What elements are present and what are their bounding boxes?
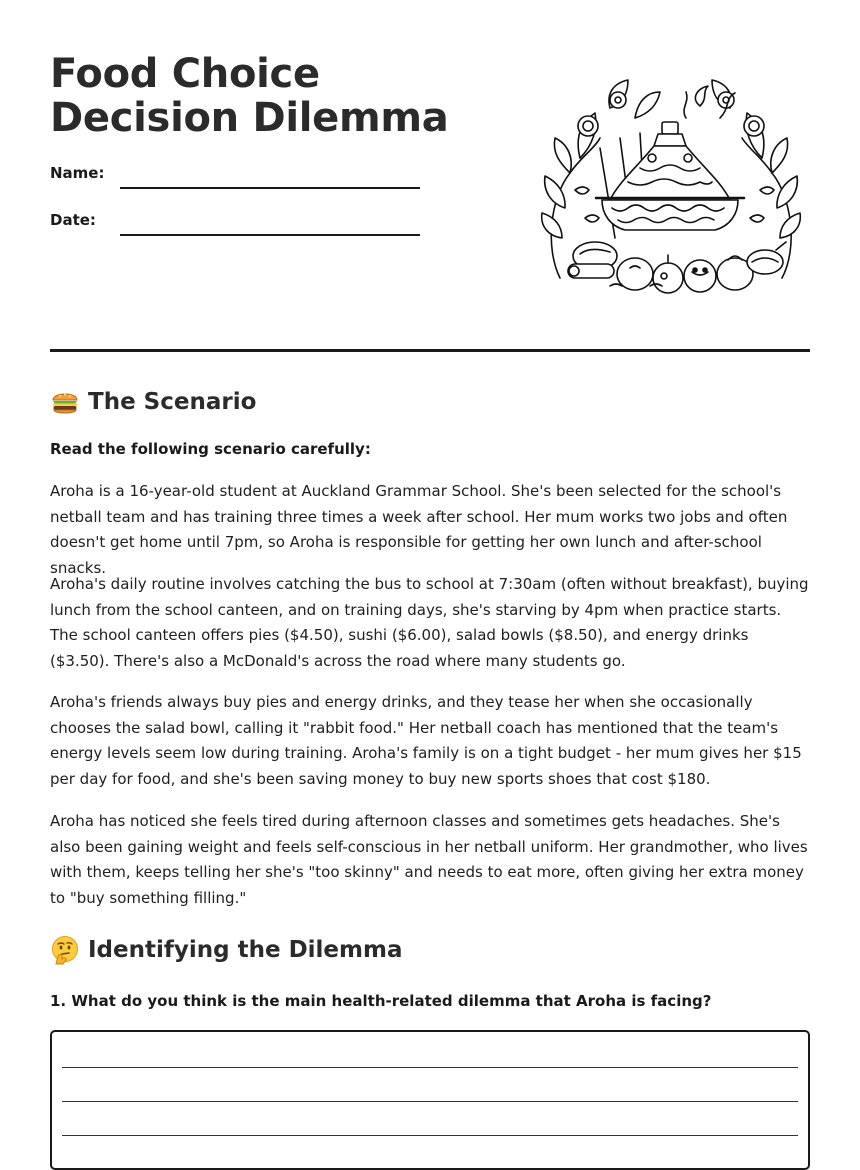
answer-line[interactable]: [62, 1135, 798, 1136]
date-write-line[interactable]: [120, 234, 420, 236]
name-label: Name:: [50, 164, 105, 182]
answer-box-1[interactable]: [50, 1030, 810, 1170]
question-1: 1. What do you think is the main health-related dilemma that Aroha is facing?: [50, 992, 712, 1010]
page-title: Food Choice Decision Dilemma: [50, 51, 449, 141]
answer-line[interactable]: [62, 1101, 798, 1102]
dilemma-heading-text: Identifying the Dilemma: [88, 937, 403, 963]
scenario-paragraph-1: Aroha is a 16-year-old student at Auckland Grammar School. She's been selected for the school's netball team and has training three times a week after school. Her mum works two jobs and often doesn't get home until 7pm, so Aroha is responsible for getting her own lunch and after-school snacks.: [50, 482, 788, 577]
date-label: Date:: [50, 211, 96, 229]
scenario-paragraph-3: Aroha's friends always buy pies and energy drinks, and they tease her when she occasionally chooses the salad bowl, calling it "rabbit food." Her netball coach has mentioned that the team's energy levels seem low during training. Aroha's family is on a tight budget - her mum gives her $15 per day for food, and she's been saving money to buy new sports shoes that cost $180.: [50, 693, 802, 788]
thinking-face-icon: [50, 935, 80, 965]
scenario-paragraph-4: Aroha has noticed she feels tired during afternoon classes and sometimes gets headaches. She's also been gaining weight and feels self-conscious in her netball uniform. Her grandmother, who lives with them, keeps telling her she's "too skinny" and needs to eat more, often giving her extra money to "buy something filling.": [50, 812, 808, 907]
hamburger-icon: [50, 387, 80, 417]
name-write-line[interactable]: [120, 187, 420, 189]
dilemma-heading: [50, 935, 403, 965]
name-field[interactable]: [50, 160, 420, 190]
date-field[interactable]: [50, 207, 420, 237]
worksheet-page: [50, 0, 810, 1010]
tagine-food-illustration: [540, 78, 802, 304]
scenario-instruction: Read the following scenario carefully:: [50, 440, 371, 458]
scenario-heading: [50, 387, 256, 417]
answer-line[interactable]: [62, 1067, 798, 1068]
scenario-paragraph-2: Aroha's daily routine involves catching the bus to school at 7:30am (often without breakfast), buying lunch from the school canteen, and on training days, she's starving by 4pm when practice starts. The school canteen offers pies ($4.50), sushi ($6.00), salad bowls ($8.50), and energy drinks ($3.50). There's also a McDonald's across the road where many students go.: [50, 575, 809, 670]
worksheet-header: [50, 0, 810, 352]
scenario-heading-text: The Scenario: [88, 389, 257, 415]
